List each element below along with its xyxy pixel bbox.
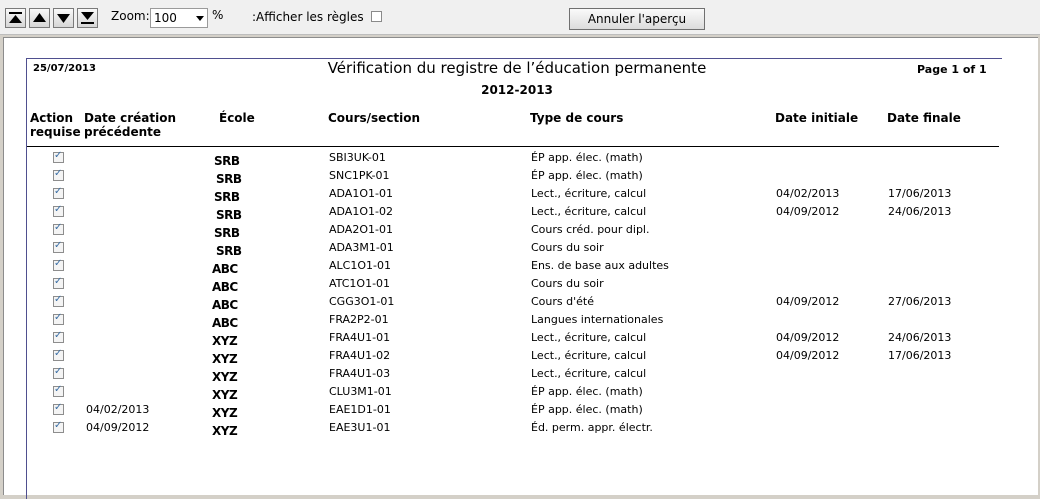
end-date-cell: 17/06/2013 (888, 349, 952, 362)
school-cell: XYZ (212, 334, 238, 348)
report-page (26, 58, 1002, 499)
course-cell: FRA4U1-03 (329, 367, 391, 380)
school-cell: ABC (212, 262, 238, 276)
course-cell: ADA3M1-01 (329, 241, 394, 254)
type-cell: Lect., écriture, calcul (531, 367, 647, 380)
action-required-checkbox[interactable] (53, 350, 64, 361)
school-cell: SRB (216, 208, 242, 222)
report-year: 2012-2013 (481, 83, 553, 97)
action-required-checkbox[interactable] (53, 422, 64, 433)
report-date: 25/07/2013 (33, 63, 96, 74)
type-cell: Éd. perm. appr. électr. (531, 421, 653, 434)
col-header-created-line1: Date création (84, 111, 177, 125)
type-cell: Ens. de base aux adultes (531, 259, 669, 272)
up-arrow-icon (32, 11, 47, 25)
course-cell: SNC1PK-01 (329, 169, 390, 182)
table-row (27, 311, 1002, 329)
action-required-checkbox[interactable] (53, 206, 64, 217)
created-date-cell: 04/09/2012 (86, 421, 150, 434)
action-required-checkbox[interactable] (53, 296, 64, 307)
table-row (27, 149, 1002, 167)
course-cell: ADA1O1-02 (329, 205, 393, 218)
table-row (27, 239, 1002, 257)
course-cell: FRA2P2-01 (329, 313, 389, 326)
created-date-cell: 04/02/2013 (86, 403, 150, 416)
first-page-button[interactable] (5, 8, 26, 28)
school-cell: XYZ (212, 370, 238, 384)
action-required-checkbox[interactable] (53, 224, 64, 235)
action-required-checkbox[interactable] (53, 368, 64, 379)
end-date-cell: 24/06/2013 (888, 205, 952, 218)
school-cell: ABC (212, 280, 238, 294)
type-cell: Cours créd. pour dipl. (531, 223, 650, 236)
report-title: Vérification du registre de l’éducation permanente (327, 59, 707, 77)
course-cell: EAE3U1-01 (329, 421, 391, 434)
action-required-checkbox[interactable] (53, 332, 64, 343)
school-cell: SRB (214, 226, 240, 240)
type-cell: ÉP app. élec. (math) (531, 151, 643, 164)
next-page-button[interactable] (53, 8, 74, 28)
col-header-created (84, 111, 176, 139)
table-row (27, 275, 1002, 293)
type-cell: Lect., écriture, calcul (531, 187, 647, 200)
action-required-checkbox[interactable] (53, 188, 64, 199)
table-row (27, 257, 1002, 275)
start-date-cell: 04/02/2013 (776, 187, 840, 200)
school-cell: XYZ (212, 352, 238, 366)
preview-toolbar (0, 0, 1040, 35)
page-number: Page 1 of 1 (917, 63, 987, 76)
action-required-checkbox[interactable] (53, 152, 64, 163)
type-cell: ÉP app. élec. (math) (531, 169, 643, 182)
col-header-created-line2: précédente (84, 125, 162, 139)
school-cell: ABC (212, 316, 238, 330)
zoom-value: 100 (154, 11, 177, 25)
course-cell: FRA4U1-01 (329, 331, 391, 344)
table-row (27, 293, 1002, 311)
action-required-checkbox[interactable] (53, 260, 64, 271)
school-cell: XYZ (212, 388, 238, 402)
table-row (27, 347, 1002, 365)
col-header-action (30, 111, 81, 139)
course-cell: ATC1O1-01 (329, 277, 391, 290)
type-cell: Cours d'été (531, 295, 594, 308)
end-date-cell: 17/06/2013 (888, 187, 952, 200)
start-date-cell: 04/09/2012 (776, 349, 840, 362)
start-date-cell: 04/09/2012 (776, 205, 840, 218)
course-cell: ADA2O1-01 (329, 223, 393, 236)
zoom-label: Zoom: (111, 9, 150, 23)
col-header-course: Cours/section (328, 111, 421, 125)
previous-page-button[interactable] (29, 8, 50, 28)
action-required-checkbox[interactable] (53, 242, 64, 253)
table-row (27, 167, 1002, 185)
cancel-preview-button[interactable]: Annuler l'aperçu (569, 8, 705, 30)
course-cell: EAE1D1-01 (329, 403, 391, 416)
action-required-checkbox[interactable] (53, 404, 64, 415)
show-rules-checkbox[interactable] (371, 11, 382, 22)
show-rules-label: :Afficher les règles (252, 10, 364, 24)
school-cell: SRB (216, 172, 242, 186)
type-cell: Lect., écriture, calcul (531, 331, 647, 344)
percent-sign: % (212, 8, 224, 22)
action-required-checkbox[interactable] (53, 314, 64, 325)
col-header-action-line1: Action (30, 111, 74, 125)
table-row (27, 365, 1002, 383)
action-required-checkbox[interactable] (53, 170, 64, 181)
table-row (27, 185, 1002, 203)
preview-area (3, 37, 1038, 495)
school-cell: XYZ (212, 406, 238, 420)
last-page-button[interactable] (77, 8, 98, 28)
table-row (27, 419, 1002, 437)
type-cell: Cours du soir (531, 241, 604, 254)
table-row (27, 329, 1002, 347)
school-cell: SRB (214, 154, 240, 168)
last-page-icon (80, 11, 95, 25)
type-cell: Lect., écriture, calcul (531, 349, 647, 362)
col-header-start: Date initiale (775, 111, 859, 125)
course-cell: CGG3O1-01 (329, 295, 395, 308)
down-arrow-icon (56, 11, 71, 25)
action-required-checkbox[interactable] (53, 278, 64, 289)
type-cell: ÉP app. élec. (math) (531, 403, 643, 416)
school-cell: XYZ (212, 424, 238, 438)
first-page-icon (8, 11, 23, 25)
course-cell: SBI3UK-01 (329, 151, 386, 164)
type-cell: Langues internationales (531, 313, 664, 326)
type-cell: ÉP app. élec. (math) (531, 385, 643, 398)
school-cell: ABC (212, 298, 238, 312)
col-header-action-line2: requise (30, 125, 81, 139)
header-divider (27, 146, 999, 147)
zoom-select[interactable] (150, 8, 208, 28)
table-row (27, 203, 1002, 221)
chevron-down-icon (196, 16, 204, 21)
table-row (27, 383, 1002, 401)
course-cell: ALC1O1-01 (329, 259, 391, 272)
school-cell: SRB (214, 190, 240, 204)
table-row (27, 221, 1002, 239)
action-required-checkbox[interactable] (53, 386, 64, 397)
course-cell: FRA4U1-02 (329, 349, 391, 362)
col-header-school: École (219, 111, 255, 125)
start-date-cell: 04/09/2012 (776, 331, 840, 344)
end-date-cell: 24/06/2013 (888, 331, 952, 344)
type-cell: Cours du soir (531, 277, 604, 290)
course-cell: CLU3M1-01 (329, 385, 392, 398)
col-header-type: Type de cours (530, 111, 624, 125)
col-header-end: Date finale (887, 111, 961, 125)
school-cell: SRB (216, 244, 242, 258)
start-date-cell: 04/09/2012 (776, 295, 840, 308)
type-cell: Lect., écriture, calcul (531, 205, 647, 218)
end-date-cell: 27/06/2013 (888, 295, 952, 308)
course-cell: ADA1O1-01 (329, 187, 393, 200)
table-row (27, 401, 1002, 419)
